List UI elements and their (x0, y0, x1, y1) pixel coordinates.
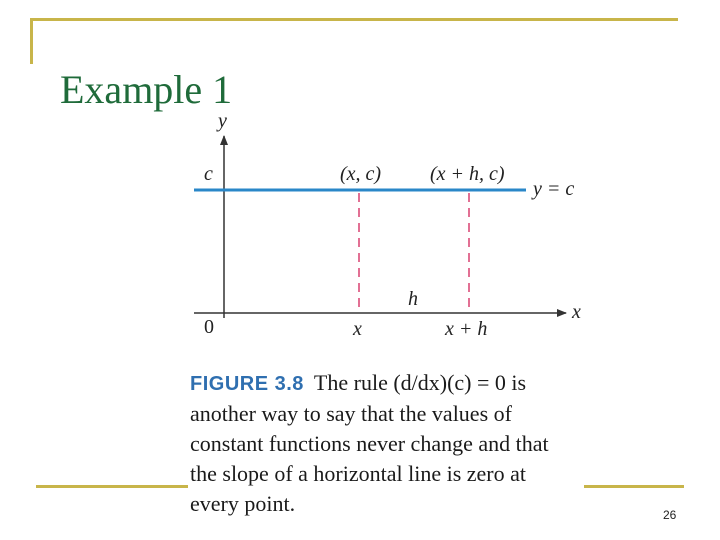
c-label: c (204, 163, 213, 185)
caption-line-4: the slope of a horizontal line is zero at (190, 461, 526, 486)
x-axis-label: x (572, 301, 581, 323)
caption-line-5: every point. (190, 491, 296, 516)
caption-figure-label: FIGURE 3.8 (190, 373, 304, 395)
origin-label: 0 (204, 316, 214, 338)
figure-caption (190, 368, 580, 519)
y-axis-label: y (218, 110, 227, 132)
slide-title: Example 1 (60, 67, 233, 112)
x-plus-h-tick-label: x + h (445, 318, 488, 340)
point-x-plus-h-c-label: (x + h, c) (430, 163, 505, 185)
caption-line-1 (190, 368, 580, 399)
caption-line-3: constant functions never change and that (190, 431, 549, 456)
caption-text-1: The rule (d/dx)(c) = 0 is (313, 370, 527, 395)
page-number: 26 (663, 508, 677, 522)
caption-line-2: another way to say that the values of (190, 401, 512, 426)
line-equation-label: y = c (533, 178, 575, 200)
x-tick-label: x (353, 318, 362, 340)
point-x-c-label: (x, c) (340, 163, 382, 185)
h-label: h (408, 288, 418, 310)
